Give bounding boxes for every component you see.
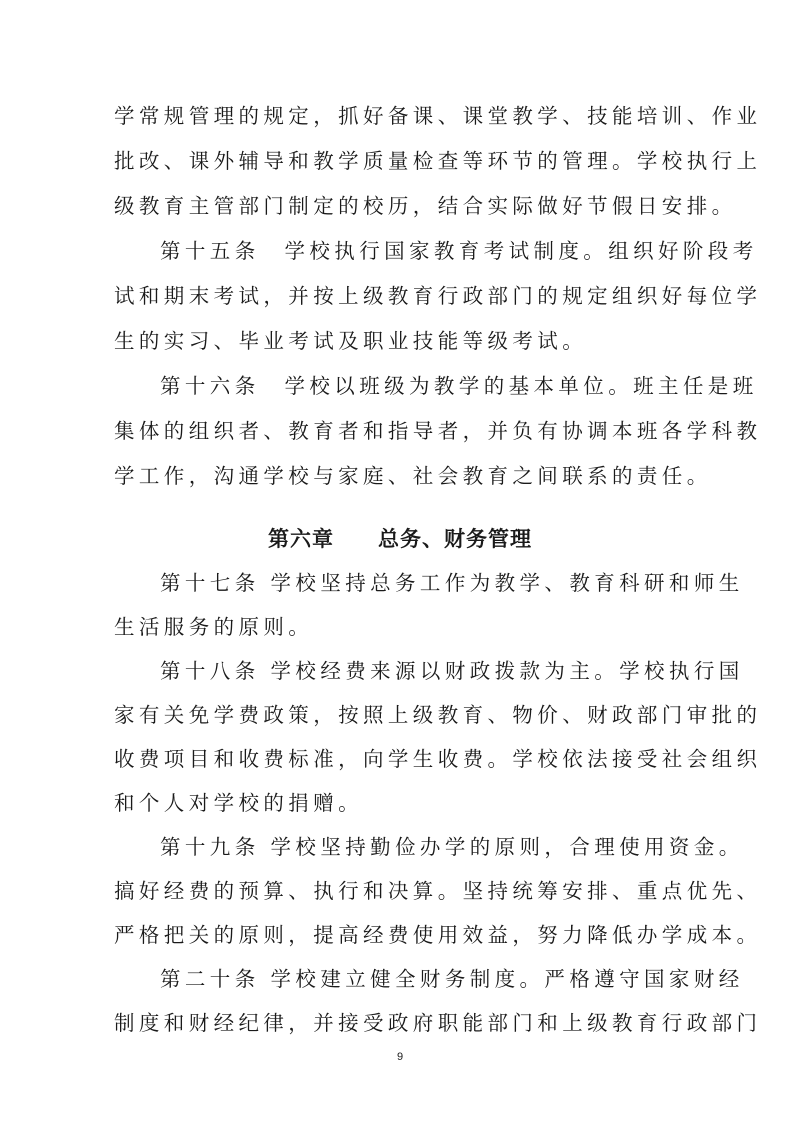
chapter-number: 第六章 bbox=[268, 527, 334, 551]
body-line: 生活服务的原则。 bbox=[114, 615, 314, 639]
body-line: 批改、课外辅导和教学质量检查等环节的管理。学校执行上 bbox=[114, 149, 762, 173]
body-line: 收费项目和收费标准，向学生收费。学校依法接受社会组织 bbox=[114, 747, 762, 771]
article-20-line: 第二十条 学校建立健全财务制度。严格遵守国家财经 bbox=[160, 967, 744, 991]
body-line: 家有关免学费政策，按照上级教育、物价、财政部门审批的 bbox=[114, 703, 762, 727]
body-line: 学工作，沟通学校与家庭、社会教育之间联系的责任。 bbox=[114, 464, 712, 488]
body-line: 和个人对学校的捐赠。 bbox=[114, 791, 363, 815]
body-line: 严格把关的原则，提高经费使用效益，努力降低办学成本。 bbox=[114, 923, 762, 947]
chapter-title: 总务、财务管理 bbox=[378, 527, 532, 551]
body-line: 生的实习、毕业考试及职业技能等级考试。 bbox=[114, 329, 588, 353]
article-18-line: 第十八条 学校经费来源以财政拨款为主。学校执行国 bbox=[160, 659, 744, 683]
body-line: 集体的组织者、教育者和指导者，并负有协调本班各学科教 bbox=[114, 419, 762, 443]
body-line: 级教育主管部门制定的校历，结合实际做好节假日安排。 bbox=[114, 194, 737, 218]
article-16-line: 第十六条 学校以班级为教学的基本单位。班主任是班 bbox=[160, 374, 758, 398]
body-line: 试和期末考试，并按上级教育行政部门的规定组织好每位学 bbox=[114, 284, 762, 308]
page-number: 9 bbox=[396, 1051, 404, 1063]
article-15-line: 第十五条 学校执行国家教育考试制度。组织好阶段考 bbox=[160, 239, 758, 263]
body-line: 搞好经费的预算、执行和决算。坚持统筹安排、重点优先、 bbox=[114, 879, 762, 903]
chapter-heading bbox=[0, 526, 800, 552]
body-line: 学常规管理的规定，抓好备课、课堂教学、技能培训、作业 bbox=[114, 104, 762, 128]
body-line: 制度和财经纪律，并接受政府职能部门和上级教育行政部门 bbox=[114, 1011, 762, 1035]
article-17-line: 第十七条 学校坚持总务工作为教学、教育科研和师生 bbox=[160, 571, 744, 595]
article-19-line: 第十九条 学校坚持勤俭办学的原则，合理使用资金。 bbox=[160, 835, 744, 859]
